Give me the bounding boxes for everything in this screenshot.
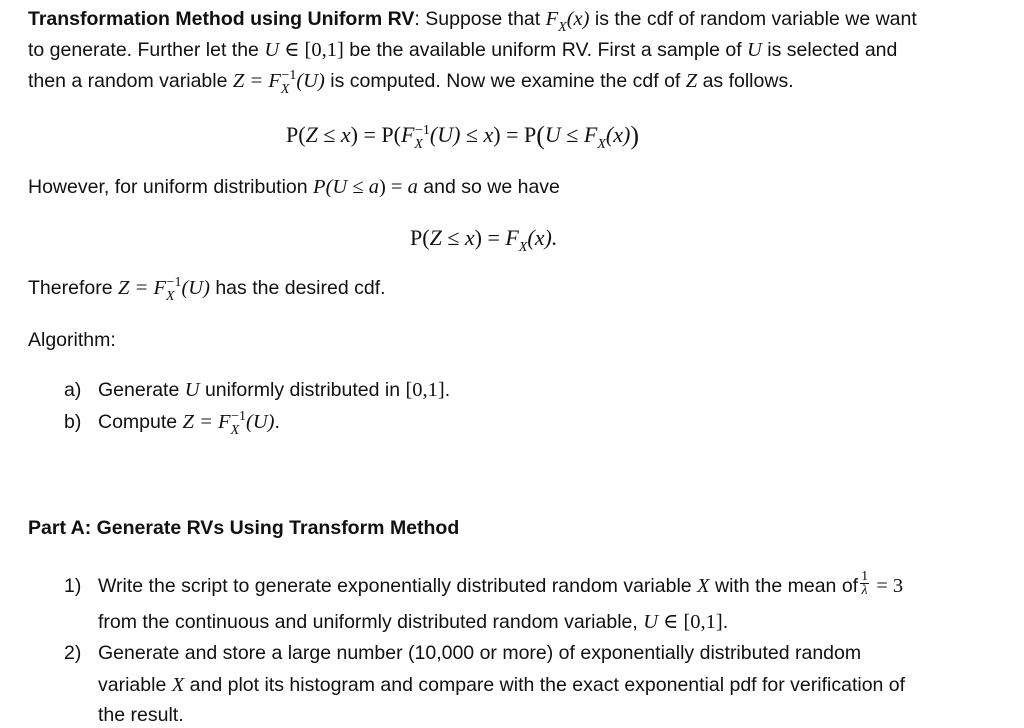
eq-var: F: [400, 122, 415, 147]
intro-colon: :: [414, 8, 420, 30]
math-sub: X: [230, 423, 240, 438]
math-sub: X: [558, 20, 567, 35]
eq-var: Z: [429, 225, 442, 250]
eq-paren: ): [630, 121, 639, 150]
eq-sub: X: [518, 240, 528, 255]
intro-line-3: [28, 68, 794, 97]
eq-var: (x): [605, 122, 631, 147]
math-z: Z: [232, 70, 245, 92]
part-a-item-2-line-1: [64, 640, 861, 666]
math-arg: (x): [566, 8, 590, 30]
body-text: Therefore: [28, 277, 118, 299]
eq-var: U: [544, 122, 561, 147]
body-text: .: [274, 411, 280, 433]
eq-text: ) = P(: [350, 122, 401, 147]
math-u: U: [747, 39, 762, 61]
algorithm-step-a: [64, 377, 450, 403]
eq-var: Z: [305, 122, 318, 147]
intro-text: is computed. Now we examine the cdf of: [324, 70, 686, 92]
intro-text: as follows.: [697, 70, 794, 92]
math-u: U: [264, 39, 280, 61]
intro-text: then a random variable: [28, 70, 233, 92]
eq-var: F: [505, 225, 519, 250]
list-marker: 2): [64, 642, 82, 664]
math-sub: X: [165, 289, 175, 304]
math-op: ≤: [347, 176, 369, 198]
eq-var: x: [483, 122, 494, 147]
equation-1: [286, 120, 639, 153]
math-sub: X: [280, 82, 290, 97]
intro-text: Suppose that: [419, 8, 546, 30]
math-interval: ∈ [0,1]: [658, 611, 723, 633]
math-interval: ∈ [0,1]: [279, 39, 344, 61]
intro-heading: Transformation Method using Uniform RV: [28, 8, 415, 30]
part-a-item-1-line-1: [64, 569, 904, 600]
eq-sup: −1: [414, 123, 430, 138]
eq-paren: (: [536, 121, 545, 150]
math-arg: (U): [246, 411, 275, 433]
eq-op: ≤: [441, 225, 465, 250]
math-x: X: [171, 674, 185, 696]
intro-text: be the available uniform RV. First a sample of: [343, 39, 748, 61]
math-z: Z: [685, 70, 698, 92]
body-text: .: [444, 379, 451, 401]
intro-text: is selected and: [761, 39, 898, 61]
math-eq: = F: [129, 277, 166, 299]
intro-line-2: [28, 37, 897, 63]
math-eq: = F: [244, 70, 281, 92]
eq-sub: X: [597, 137, 606, 152]
math-x: X: [697, 575, 710, 597]
math-sup: −1: [231, 409, 247, 424]
eq-op: ≤: [460, 122, 484, 147]
intro-line-1: [28, 6, 917, 35]
math-eq: = 3: [871, 575, 904, 597]
list-marker: a): [64, 379, 82, 401]
math-eq: = F: [193, 411, 231, 433]
body-text: and plot its histogram and compare with the exact exponential pdf for verification of: [184, 674, 906, 696]
body-text: uniformly distributed in: [199, 379, 406, 401]
eq-text: ) =: [474, 225, 506, 250]
algorithm-step-b: [64, 409, 280, 438]
body-text: has the desired cdf.: [209, 277, 386, 299]
fraction-denominator: λ: [861, 583, 868, 599]
body-text: Generate and store a large number (10,000 or more) of exponentially distributed random: [98, 642, 862, 664]
eq-var: (U): [429, 122, 461, 147]
math-var: a: [368, 176, 379, 198]
body-text: Compute: [98, 411, 183, 433]
part-a-item-2-line-3: the result.: [98, 704, 184, 726]
math-text: P(: [313, 176, 333, 198]
math-z: Z: [182, 411, 194, 433]
math-sup: −1: [166, 275, 182, 290]
math-u: U: [643, 611, 659, 633]
body-text: with the mean of: [709, 575, 859, 597]
fraction-numerator: 1: [861, 569, 869, 585]
intro-text: to generate. Further let the: [28, 39, 265, 61]
math-z: Z: [117, 277, 130, 299]
eq-op: ≤: [560, 122, 584, 147]
eq-text: P(: [286, 122, 306, 147]
math-u: U: [332, 176, 348, 198]
math-op: ) =: [378, 176, 408, 198]
eq-text: P(: [410, 225, 430, 250]
eq-sub: X: [414, 137, 423, 152]
body-text: Generate: [98, 379, 185, 401]
body-text: and so we have: [417, 176, 560, 198]
eq-var: F: [583, 122, 598, 147]
part-a-title: Part A: Generate RVs Using Transform Method: [28, 517, 460, 539]
eq-text: ) = P: [493, 122, 537, 147]
list-marker: 1): [64, 575, 82, 597]
eq-var: (x).: [527, 225, 558, 250]
list-marker: b): [64, 411, 82, 433]
math-interval: [0,1]: [405, 379, 445, 401]
body-text: However, for uniform distribution: [28, 176, 314, 198]
however-line: [28, 174, 560, 200]
math-var: a: [407, 176, 418, 198]
math-f: F: [545, 8, 559, 30]
part-a-item-1-line-2: [98, 609, 728, 635]
math-arg: (U): [296, 70, 325, 92]
eq-op: ≤: [317, 122, 341, 147]
eq-var: x: [340, 122, 351, 147]
body-text: Write the script to generate exponentially distributed random variable: [98, 575, 698, 597]
eq-var: x: [464, 225, 475, 250]
body-text: variable: [98, 674, 172, 696]
fraction-one-over-lambda: [860, 570, 869, 597]
math-arg: (U): [181, 277, 210, 299]
math-sup: −1: [281, 68, 297, 83]
body-text: .: [722, 611, 729, 633]
body-text: from the continuous and uniformly distributed random variable,: [98, 611, 644, 633]
part-a-item-2-line-2: [98, 672, 905, 698]
therefore-line: [28, 275, 386, 304]
math-u: U: [184, 379, 200, 401]
intro-text: is the cdf of random variable we want: [589, 8, 917, 30]
equation-2: [410, 224, 557, 256]
algorithm-title: Algorithm:: [28, 329, 116, 351]
